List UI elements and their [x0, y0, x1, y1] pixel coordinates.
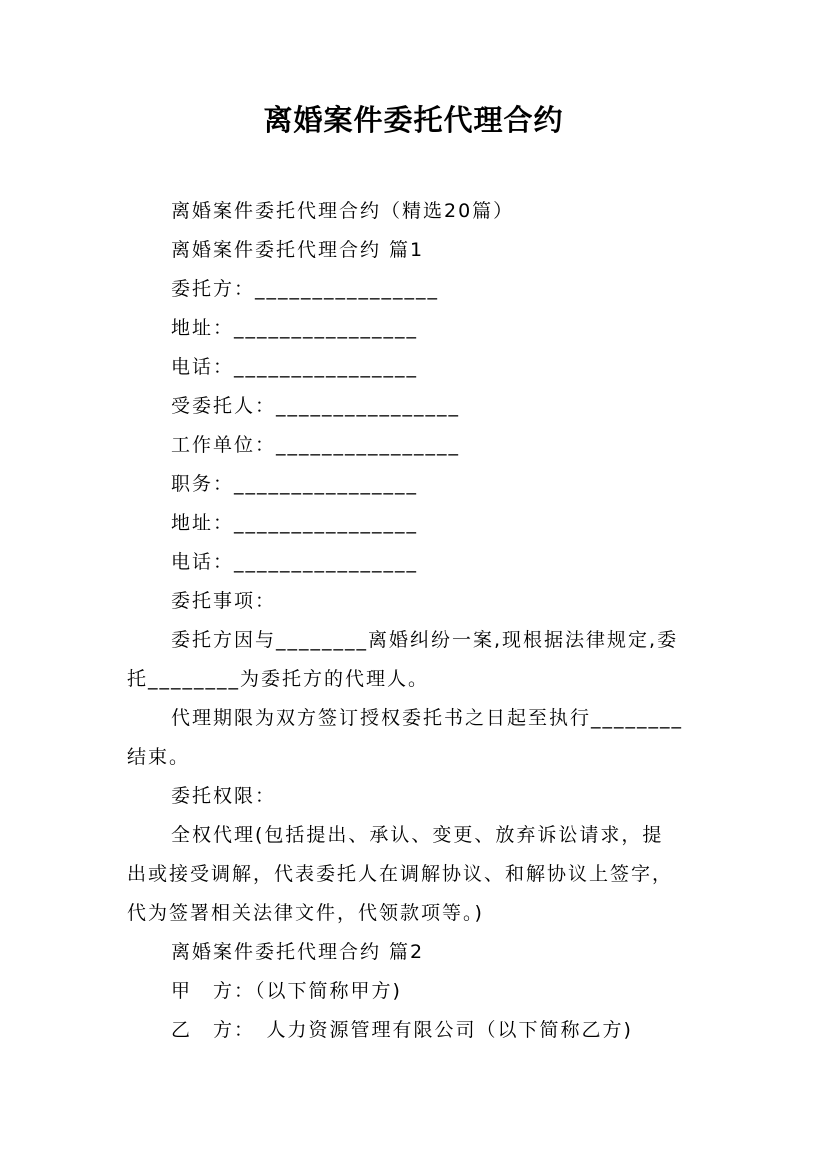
paragraph-line: 全权代理(包括提出、承认、变更、放弃诉讼请求，提 [171, 824, 664, 846]
section-heading-1: 离婚案件委托代理合约 篇1 [171, 239, 425, 261]
agent-address-field: 地址：________________ [171, 512, 419, 534]
subtitle-line: 离婚案件委托代理合约（精选20篇） [171, 200, 515, 222]
position-field: 职务：________________ [171, 473, 419, 495]
paragraph-line: 代理期限为双方签订授权委托书之日起至执行________ [171, 707, 684, 729]
paragraph-line: 代为签署相关法律文件，代领款项等。) [127, 902, 484, 924]
employer-field: 工作单位：________________ [171, 434, 461, 456]
principal-address-field: 地址：________________ [171, 317, 419, 339]
party-a-line: 甲 方：（以下简称甲方) [171, 980, 402, 1002]
authority-heading: 委托权限： [171, 785, 277, 807]
paragraph-line: 结束。 [127, 746, 191, 768]
paragraph-line: 托________为委托方的代理人。 [127, 668, 430, 690]
entrusted-matters-heading: 委托事项： [171, 590, 277, 612]
document-title: 离婚案件委托代理合约 [263, 103, 564, 137]
principal-field: 委托方：________________ [171, 278, 440, 300]
paragraph-line: 委托方因与________离婚纠纷一案,现根据法律规定,委 [171, 629, 679, 651]
paragraph-line: 出或接受调解，代表委托人在调解协议、和解协议上签字， [127, 863, 674, 885]
section-heading-2: 离婚案件委托代理合约 篇2 [171, 941, 425, 963]
party-b-line: 乙 方： 人力资源管理有限公司（以下简称乙方) [171, 1019, 633, 1041]
agent-phone-field: 电话：________________ [171, 551, 419, 573]
agent-field: 受委托人：________________ [171, 395, 461, 417]
principal-phone-field: 电话：________________ [171, 356, 419, 378]
